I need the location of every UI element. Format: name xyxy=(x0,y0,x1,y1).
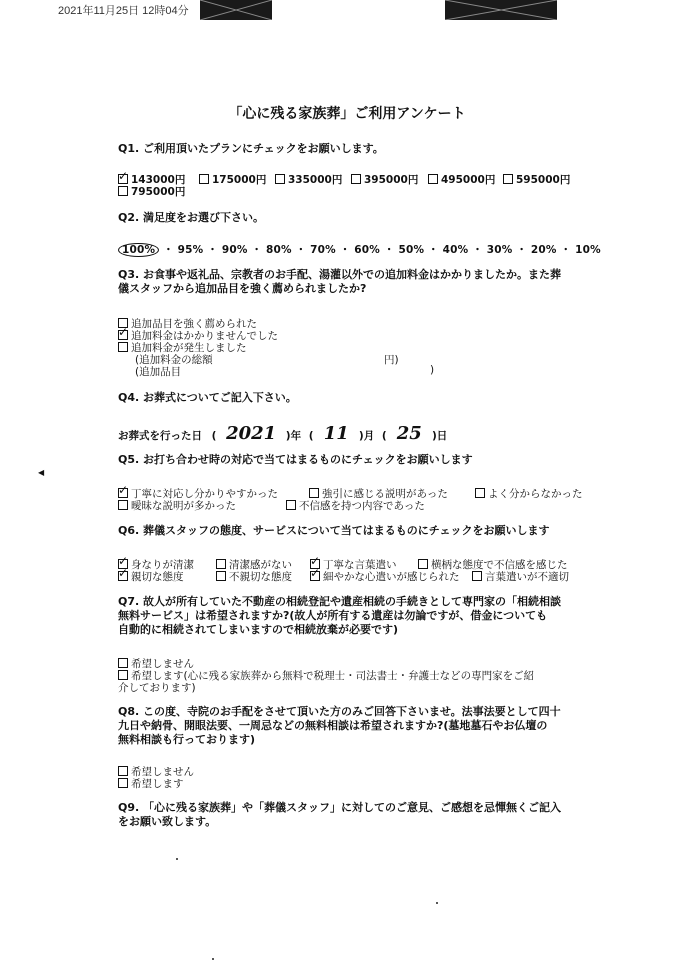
checkbox[interactable] xyxy=(118,571,128,581)
q8-text-line3: 無料相談も行っております) xyxy=(118,733,256,746)
checkbox[interactable] xyxy=(428,174,438,184)
q7-option-cont: 介しております) xyxy=(118,682,196,694)
checkbox[interactable] xyxy=(118,186,128,196)
checkbox[interactable] xyxy=(118,174,128,184)
q9-text-line2: をお願い致します。 xyxy=(118,815,217,828)
q1-option[interactable]: 335000円 xyxy=(275,172,342,187)
q1-option[interactable]: 495000円 xyxy=(428,172,495,187)
checkbox[interactable] xyxy=(351,174,361,184)
q6-option[interactable]: ✓親切な態度 xyxy=(118,569,184,584)
q3-total-label: (追加料金の総額 xyxy=(135,354,213,366)
q7-text-line3: 自動的に相続されてしまいますので相続放棄が必要です) xyxy=(118,623,399,636)
q1-text: Q1. ご利用頂いたプランにチェックをお願いします。 xyxy=(118,142,384,155)
year-value[interactable]: 2021 xyxy=(226,423,277,444)
checkbox[interactable] xyxy=(118,766,128,776)
checkbox[interactable] xyxy=(475,488,485,498)
q5-text: Q5. お打ち合わせ時の対応で当てはまるものにチェックをお願いします xyxy=(118,453,473,466)
q1-option[interactable]: ✓143000円 xyxy=(118,172,185,187)
q3-text-line2: 儀スタッフから追加品目を強く薦められましたか? xyxy=(118,282,367,295)
q5-option[interactable]: 曖昧な説明が多かった xyxy=(118,498,236,513)
q9-text-line1: Q9. 「心に残る家族葬」や「葬儀スタッフ」に対してのご意見、ご感想を忌憚無くご記入 xyxy=(118,801,562,814)
checkbox[interactable] xyxy=(216,559,226,569)
checkbox[interactable] xyxy=(118,670,128,680)
day-value[interactable]: 25 xyxy=(396,423,422,444)
checkbox[interactable] xyxy=(310,571,320,581)
fax-timestamp: 2021年11月25日 12時04分 xyxy=(58,5,189,17)
q6-option[interactable]: ✓ 細やかな心遣いが感じられた xyxy=(310,569,460,584)
scan-speck xyxy=(176,858,178,860)
q1-option[interactable]: 595000円 xyxy=(503,172,570,187)
q7-option[interactable]: 希望します(心に残る家族葬から無料で税理士・司法書士・弁護士などの専門家をご紹 xyxy=(118,668,534,683)
checkbox[interactable] xyxy=(286,500,296,510)
q5-option[interactable]: ✓丁寧に対応し分かりやすかった xyxy=(118,486,278,501)
checkbox[interactable] xyxy=(309,488,319,498)
q3-option[interactable]: 追加品目を強く薦められた xyxy=(118,316,257,331)
q6-text: Q6. 葬儀スタッフの態度、サービスについて当てはまるものにチェックをお願いします xyxy=(118,524,550,537)
q8-text-line2: 九日や納骨、開眼法要、一周忌などの無料相談は希望されますか?(墓地墓石やお仏壇の xyxy=(118,719,548,732)
q3-items-end: ) xyxy=(430,364,435,376)
arrow-marker-icon: ◀ xyxy=(38,468,45,477)
q6-option[interactable]: 不親切な態度 xyxy=(216,569,292,584)
checkbox[interactable] xyxy=(418,559,428,569)
q5-option[interactable]: 強引に感じる説明があった xyxy=(309,486,448,501)
checkbox[interactable] xyxy=(118,500,128,510)
checkbox[interactable] xyxy=(275,174,285,184)
q3-option[interactable]: 追加料金が発生しました xyxy=(118,340,247,355)
q8-text-line1: Q8. この度、寺院のお手配をさせて頂いた方のみご回答下さいませ。法事法要として四十 xyxy=(118,705,561,718)
q6-option[interactable]: ✓ 丁寧な言葉遣い xyxy=(310,557,397,572)
checkbox[interactable] xyxy=(216,571,226,581)
q1-option[interactable]: 175000円 xyxy=(199,172,266,187)
redacted-block-left xyxy=(200,0,272,20)
q4-date-row: お葬式を行った日 ( 2021 )年 ( 11 )月 ( 25 )日 xyxy=(118,423,448,444)
checkbox[interactable] xyxy=(503,174,513,184)
q6-option[interactable]: 横柄な態度で不信感を感じた xyxy=(418,557,568,572)
q2-text: Q2. 満足度をお選び下さい。 xyxy=(118,211,265,224)
q5-option[interactable]: よく分からなかった xyxy=(475,486,583,501)
month-value[interactable]: 11 xyxy=(323,423,349,444)
checkbox[interactable] xyxy=(199,174,209,184)
checkbox[interactable] xyxy=(118,342,128,352)
survey-title: 「心に残る家族葬」ご利用アンケート xyxy=(228,106,466,122)
checkbox[interactable] xyxy=(118,778,128,788)
q6-option[interactable]: 清潔感がない xyxy=(216,557,292,572)
q3-items-label: (追加品目 xyxy=(135,366,182,378)
q8-option[interactable]: 希望しません xyxy=(118,764,194,779)
scan-speck xyxy=(436,902,438,904)
q4-text: Q4. お葬式についてご記入下さい。 xyxy=(118,391,297,404)
q3-option[interactable]: ✓追加料金はかかりませんでした xyxy=(118,328,278,343)
q7-text-line1: Q7. 故人が所有していた不動産の相続登記や遺産相続の手続きとして専門家の「相続相談 xyxy=(118,595,562,608)
q6-option[interactable]: ✓身なりが清潔 xyxy=(118,557,194,572)
checkbox[interactable] xyxy=(118,330,128,340)
q6-option[interactable]: 言葉遣いが不適切 xyxy=(472,569,569,584)
checkbox[interactable] xyxy=(118,488,128,498)
q2-scale[interactable]: 100% ・ 95% ・ 90% ・ 80% ・ 70% ・ 60% ・ 50% ・ 40% ・ 30% ・ 20% ・ 10% xyxy=(118,242,601,257)
q7-option[interactable]: 希望しません xyxy=(118,656,194,671)
checkbox[interactable] xyxy=(118,658,128,668)
q3-text-line1: Q3. お食事や返礼品、宗教者のお手配、湯灌以外での追加料金はかかりましたか。また葬 xyxy=(118,268,562,281)
q1-option[interactable]: 395000円 xyxy=(351,172,418,187)
q3-total-unit: 円) xyxy=(384,354,399,366)
checkbox[interactable] xyxy=(472,571,482,581)
q5-option[interactable]: 不信感を持つ内容であった xyxy=(286,498,425,513)
q1-option[interactable]: 795000円 xyxy=(118,184,185,199)
q7-text-line2: 無料サービス」は希望されますか?(故人が所有する遺産は勿論ですが、借金についても xyxy=(118,609,548,622)
q8-option[interactable]: 希望します xyxy=(118,776,184,791)
redacted-block-right xyxy=(445,0,557,20)
selected-rating[interactable]: 100% xyxy=(118,243,159,257)
